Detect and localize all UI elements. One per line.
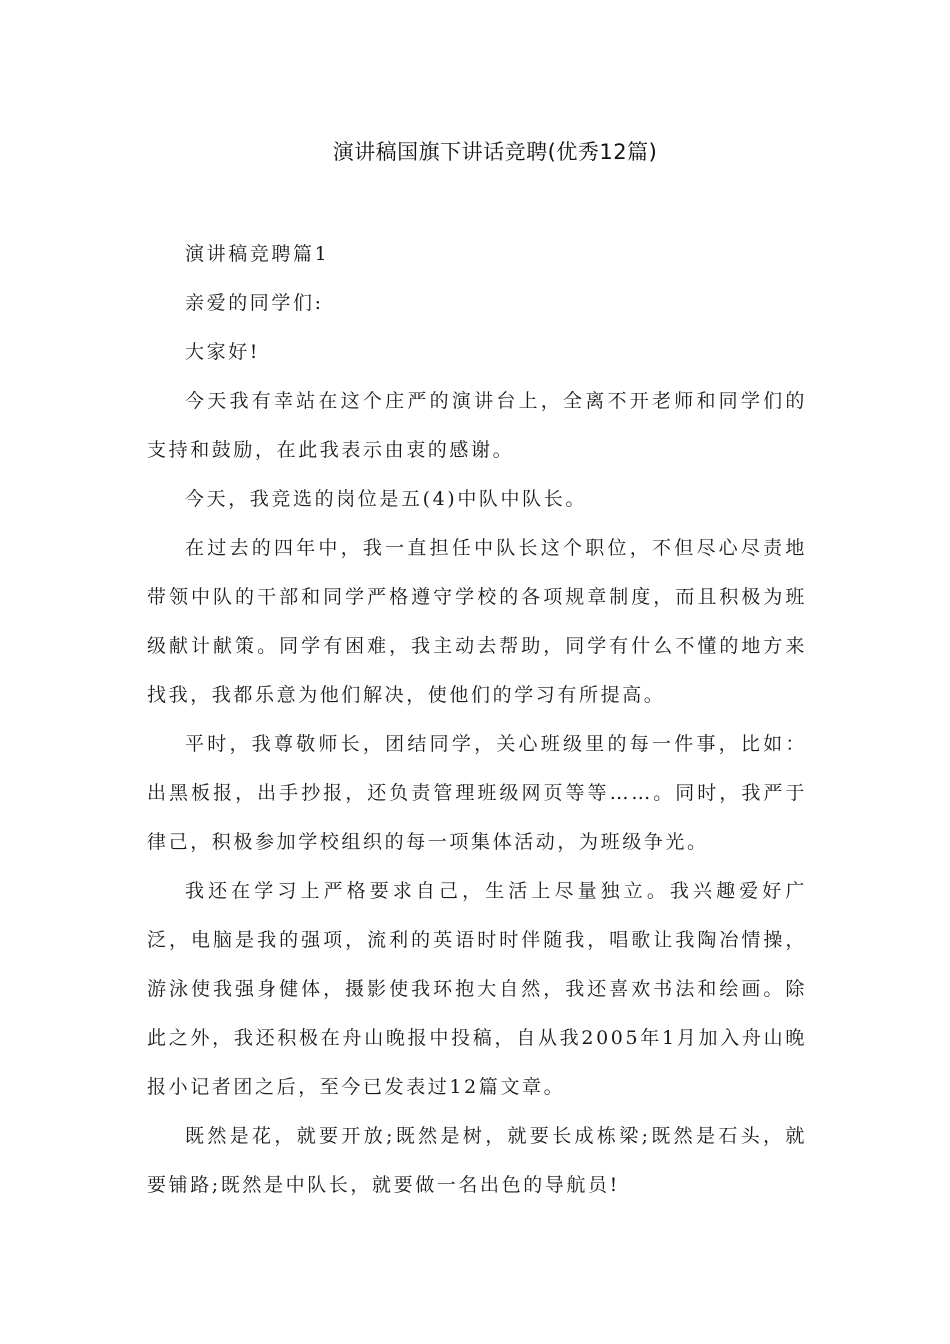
document-body: [147, 230, 807, 1210]
paragraph-salutation: 亲爱的同学们:: [185, 292, 324, 314]
paragraph-thanks: 今天我有幸站在这个庄严的演讲台上，全离不开老师和同学们的支持和鼓励，在此我表示由衷的感谢。: [147, 390, 807, 461]
document-title: 演讲稿国旗下讲话竞聘(优秀12篇): [332, 140, 658, 164]
paragraph-section-heading: 演讲稿竞聘篇1: [185, 243, 330, 265]
paragraph-hobbies: 我还在学习上严格要求自己，生活上尽量独立。我兴趣爱好广泛，电脑是我的强项，流利的英语时时伴随我，唱歌让我陶冶情操，游泳使我强身健体，摄影使我环抱大自然，我还喜欢书法和绘画。除此之外，我还积极在舟山晚报中投稿，自从我2005年1月加入舟山晚报小记者团之后，至今已发表过12篇文章。: [147, 880, 807, 1098]
paragraph-experience: 在过去的四年中，我一直担任中队长这个职位，不但尽心尽责地带领中队的干部和同学严格遵守学校的各项规章制度，而且积极为班级献计献策。同学有困难，我主动去帮助，同学有什么不懂的地方来找我，我都乐意为他们解决，使他们的学习有所提高。: [147, 537, 807, 706]
paragraph-daily-conduct: 平时，我尊敬师长，团结同学，关心班级里的每一件事，比如：出黑板报，出手抄报，还负责管理班级网页等等……。同时，我严于律己，积极参加学校组织的每一项集体活动，为班级争光。: [147, 733, 807, 853]
paragraph-position: 今天，我竞选的岗位是五(4)中队中队长。: [185, 488, 587, 510]
paragraph-greeting: 大家好!: [185, 341, 261, 363]
paragraph-conclusion: 既然是花，就要开放;既然是树，就要长成栋梁;既然是石头，就要铺路;既然是中队长，就要做一名出色的导航员!: [147, 1125, 807, 1196]
